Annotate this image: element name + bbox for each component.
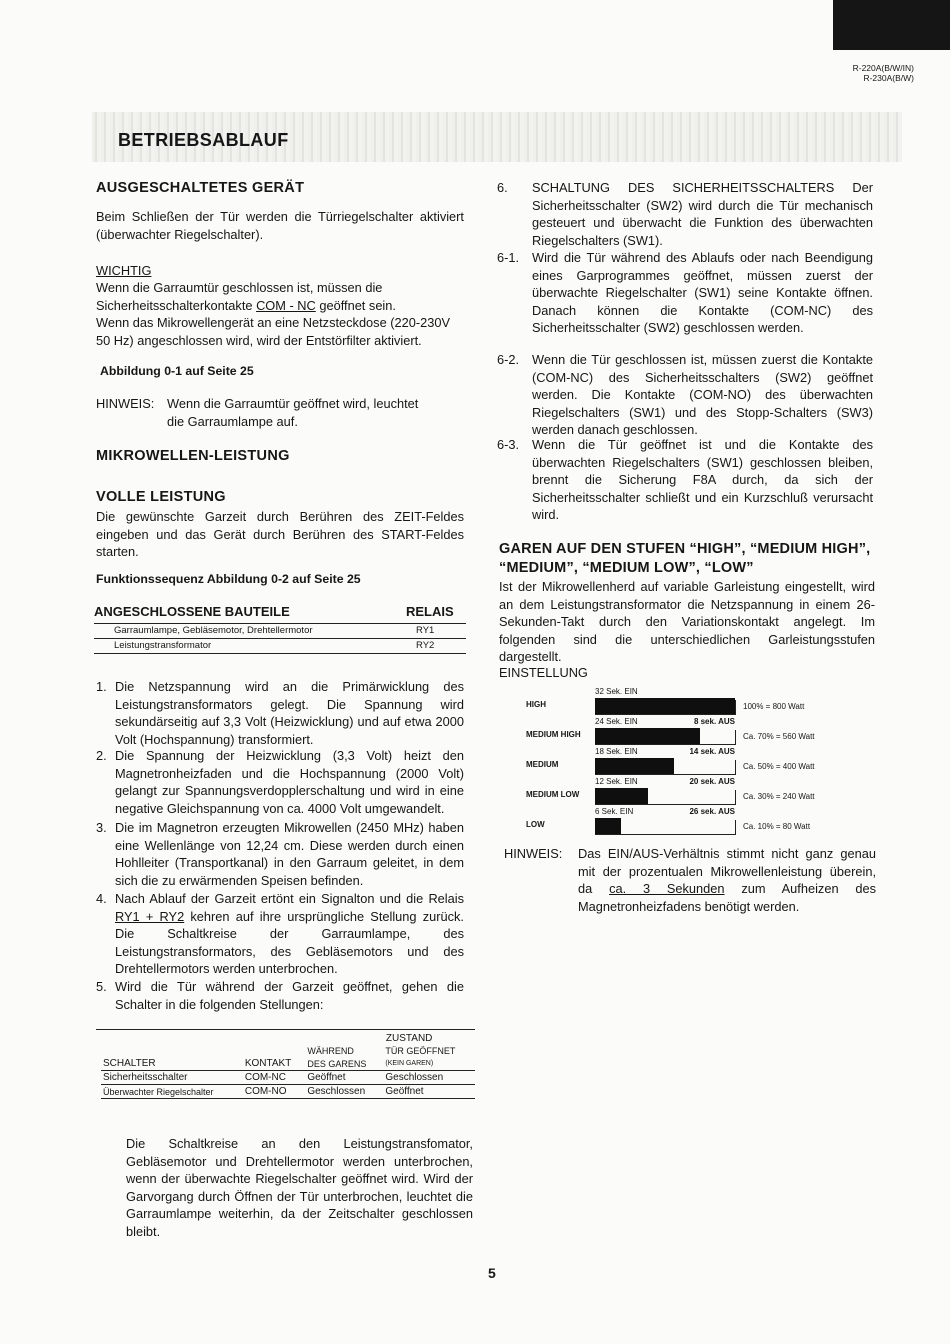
wichtig-text: Wenn die Garraumtür geschlossen ist, müssen die Sicherheitsschalterkontakte COM - NC geöffnet sein. Wenn das Mikrowellengerät an eine Netzsteckdose (220-230V 50 Hz) angeschlossen wird, wird der Entstörfilter aktiviert. (96, 280, 451, 348)
on-bar (595, 818, 621, 834)
power-value: Ca. 10% = 80 Watt (743, 822, 811, 831)
heading-ausgeschaltet: AUSGESCHALTETES GERÄT (96, 180, 305, 196)
list-item-6-1: 6-1. Wird die Tür während des Ablaufs oder nach Beendigung eines Garprogrammes geöffnet, müssen zuerst der überwachte Riegelschalter (SW1) seine Kontakte öffnen. Danach können die Kontakte (COM-NC) des Sicherheitsschalter (SW2) geschlossen werden. (497, 250, 873, 335)
heading-mikrowellen-leistung: MIKROWELLEN-LEISTUNG (96, 448, 290, 464)
state-table-top-rule (96, 1029, 475, 1030)
off-tick (735, 820, 736, 835)
level-name: HIGH (526, 700, 546, 709)
list-item-6-3: 6-3. Wenn die Tür geöffnet ist und die Kontakte des überwachten Riegelschalters (SW1) geschlossen bleiben, brennt die Sicherung F8A durch, da sich der Sicherheitsschalter schließt und ein Kurzschluß verursacht wird. (497, 437, 873, 522)
off-line (595, 744, 735, 745)
off-tick (735, 760, 736, 775)
figure-ref-2: Funktionssequenz Abbildung 0-2 auf Seite 25 (96, 572, 361, 586)
on-bar (595, 698, 735, 714)
power-value: Ca. 30% = 240 Watt (743, 792, 815, 801)
on-time-label: 24 Sek. EIN (595, 717, 638, 726)
part-name: Garraumlampe, Gebläsemotor, Drehtellermotor (94, 624, 406, 639)
list-item-4: 4. Nach Ablauf der Garzeit ertönt ein Signalton und die Relais RY1 + RY2 kehren auf ihre ursprüngliche Stellung zurück. Die Schaltkreise der Garraumlampe, des Leistungstransformators, des Gebläsemotors und des Drehtellermotors werden unterbrochen. (96, 891, 464, 976)
power-value: Ca. 50% = 400 Watt (743, 762, 815, 771)
heading-garen-stufen: GAREN AUF DEN STUFEN “HIGH”, “MEDIUM HIGH”, “MEDIUM”, “MEDIUM LOW”, “LOW” (499, 541, 871, 576)
wichtig-label: WICHTIG (96, 263, 152, 278)
hinweis-2-text: Das EIN/AUS-Verhältnis stimmt nicht ganz genau mit der prozentualen Mikrowellenleistung überein, da ca. 3 Sekunden zum Aufheizen des Magnetronheizfadens benötigt werden. (578, 846, 877, 914)
off-line (595, 774, 735, 775)
state-col-des-garens: DES GARENS (305, 1057, 383, 1071)
final-paragraph: Die Schaltkreise an den Leistungstransfomator, Gebläsemotor und Drehtellermotor werden unterbrochen, wenn der überwachte Riegelschalter geöffnet wird. Wird der Garvorgang durch Öffnen der Tür unterbrochen, leuchtet die Garraumlampe weiterhin, da der Zeitschalter geschlossen bleibt. (126, 1136, 473, 1239)
off-time-label: 8 sek. AUS (693, 717, 735, 726)
parts-table (94, 604, 466, 654)
para-ausgeschaltet: Beim Schließen der Tür werden die Türriegelschalter aktiviert (überwachter Riegelschalter). (96, 209, 464, 242)
state-col-kein-garen: (KEIN GAREN) (383, 1057, 475, 1071)
list-item-5: 5. Wird die Tür während der Garzeit geöffnet, gehen die Schalter in die folgenden Stellungen: (96, 979, 464, 1012)
power-value: 100% = 800 Watt (743, 702, 805, 711)
list-item-1: 1. Die Netzspannung wird an die Primärwicklung des Leistungstransformators gelegt. Die Spannung wird sekundärseitig auf 3,3 Volt (Heizwicklung) und auf etwa 2000 Volt (Hochspannung) transformiert. (96, 679, 464, 747)
off-tick (735, 790, 736, 805)
state-cell: Geöffnet (305, 1071, 383, 1085)
state-col-waehrend: WÄHREND (307, 1046, 354, 1056)
off-line (595, 804, 735, 805)
relay-name: RY2 (406, 639, 466, 654)
parts-table-header (94, 604, 466, 624)
table-row (94, 624, 466, 639)
state-cell: Geschlossen (305, 1085, 383, 1099)
state-col-schalter: SCHALTER (101, 1057, 243, 1071)
figure-ref-1: Abbildung 0-1 auf Seite 25 (100, 364, 254, 378)
state-col-tuer: TÜR GEÖFFNET (385, 1046, 456, 1056)
state-cell: COM-NC (243, 1071, 306, 1085)
page-title: BETRIEBSABLAUF (118, 130, 289, 150)
state-table-zustand: ZUSTAND (385, 1033, 433, 1044)
off-tick (735, 700, 736, 715)
list-item-6-2: 6-2. Wenn die Tür geschlossen ist, müssen zuerst die Kontakte (COM-NC) des Sicherheitsschalters (SW2) geöffnet werden. Die Kontakte (COM-NO) des überwachten Riegelschalters (SW1) und des Stopp-Schalters (SW3) werden danach geschlossen. (497, 352, 873, 437)
parts-col-relais: RELAIS (406, 604, 454, 619)
off-line (595, 834, 735, 835)
parts-col-bauteile: ANGESCHLOSSENE BAUTEILE (94, 604, 290, 619)
heading-volle-leistung: VOLLE LEISTUNG (96, 489, 226, 505)
on-bar (595, 758, 674, 774)
page-number: 5 (488, 1265, 496, 1281)
model-number-2: R-230A(B/W) (863, 73, 914, 83)
off-time-label: 26 sek. AUS (689, 807, 735, 816)
hinweis-1-text: Wenn die Garraumtür geöffnet wird, leuchtet die Garraumlampe auf. (167, 396, 419, 429)
list-item-2: 2. Die Spannung der Heizwicklung (3,3 Volt) heizt den Magnetronheizfaden und die Hochspannung (2000 Volt) gelangt zur Spannungsverdopplerschaltung und wird in eine negative Gleichspannung von ca. 4000 Volt umgewandelt. (96, 748, 464, 816)
on-bar (595, 788, 648, 804)
para-volle-leistung: Die gewünschte Garzeit durch Berühren des ZEIT-Feldes eingeben und das Gerät durch Berühren des START-Feldes starten. (96, 509, 464, 559)
level-name: MEDIUM LOW (526, 790, 580, 799)
state-cell: Sicherheitsschalter (101, 1071, 243, 1085)
state-cell: COM-NO (243, 1085, 306, 1099)
hinweis-1-label: HINWEIS: (96, 396, 155, 411)
level-name: MEDIUM (526, 760, 559, 769)
table-row (94, 639, 466, 654)
power-value: Ca. 70% = 560 Watt (743, 732, 815, 741)
table-row (101, 1085, 475, 1099)
off-time-label: 14 sek. AUS (689, 747, 735, 756)
corner-mark (833, 0, 950, 50)
on-time-label: 18 Sek. EIN (595, 747, 638, 756)
model-number-1: R-220A(B/W/IN) (852, 63, 914, 73)
level-name: LOW (526, 820, 545, 829)
on-time-label: 32 Sek. EIN (595, 687, 638, 696)
off-time-label: 20 sek. AUS (689, 777, 735, 786)
table-row (101, 1071, 475, 1085)
state-table (101, 1032, 475, 1099)
relay-name: RY1 (406, 624, 466, 639)
state-cell: Überwachter Riegelschalter (101, 1085, 243, 1099)
off-line (595, 714, 735, 715)
state-cell: Geöffnet (383, 1085, 475, 1099)
on-time-label: 12 Sek. EIN (595, 777, 638, 786)
state-col-kontakt: KONTAKT (243, 1057, 306, 1071)
label-einstellung: EINSTELLUNG (499, 665, 588, 680)
on-time-label: 6 Sek. EIN (595, 807, 634, 816)
state-cell: Geschlossen (383, 1071, 475, 1085)
list-item-6: 6. SCHALTUNG DES SICHERHEITSSCHALTERS Der Sicherheitsschalter (SW2) wird durch die Tür mechanisch gesteuert und überwacht die Funktion des überwachten Riegelschalters (SW1). (497, 180, 873, 248)
on-bar (595, 728, 700, 744)
part-name: Leistungstransformator (94, 639, 406, 654)
hinweis-2-label: HINWEIS: (504, 846, 563, 861)
para-garen-stufen: Ist der Mikrowellenherd auf variable Garleistung eingestellt, wird an dem Leistungstransformator die Netzspannung in einem 26-Sekunden-Takt durch den Variationskontakt angelegt. Im folgenden sind die unterschiedlichen Garleistungsstufen dargestellt. (499, 579, 875, 664)
off-tick (735, 730, 736, 745)
level-name: MEDIUM HIGH (526, 730, 581, 739)
list-item-3: 3. Die im Magnetron erzeugten Mikrowellen (2450 MHz) haben eine Wellenlänge von 12,24 cm. Diese werden durch einen Hohlleiter (Transportkanal) in den Garraum geleitet, in dem sich die zu erwärmenden Speisen befinden. (96, 820, 464, 888)
